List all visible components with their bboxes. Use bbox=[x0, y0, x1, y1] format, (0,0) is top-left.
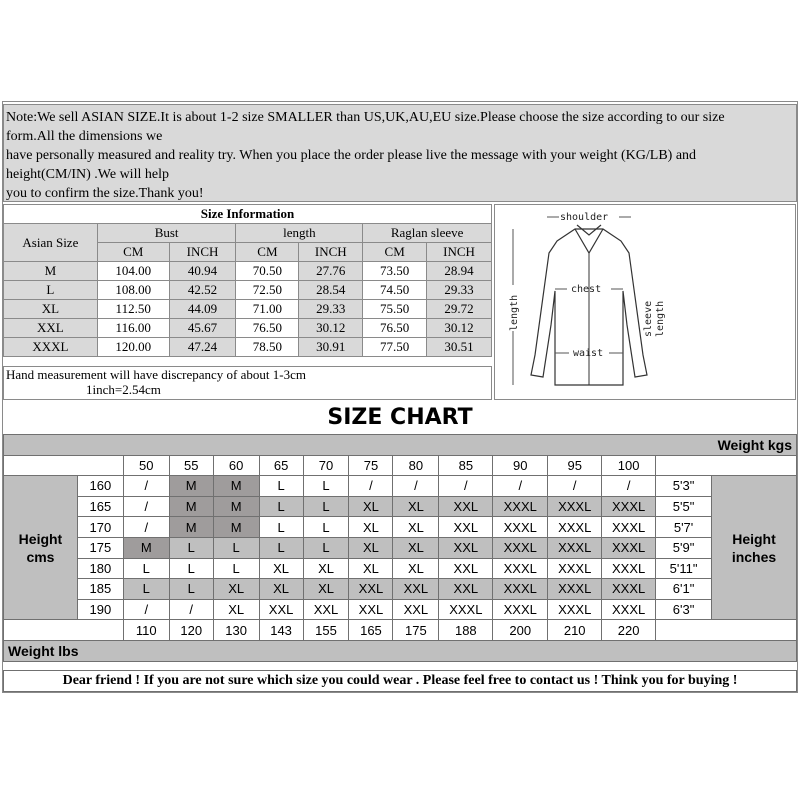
size-cell: L bbox=[169, 537, 213, 558]
size-cell: XXXL bbox=[548, 558, 602, 579]
size-cell: XXXL bbox=[602, 579, 656, 600]
height-cm-cell: 190 bbox=[77, 599, 123, 620]
measurement-cell: 70.50 bbox=[236, 262, 299, 281]
weight-lb-header: 120 bbox=[169, 620, 213, 641]
shirt-illustration bbox=[495, 205, 795, 399]
measurement-cell: 104.00 bbox=[97, 262, 169, 281]
size-cell: XXL bbox=[349, 579, 393, 600]
size-cell: XXXL bbox=[493, 579, 548, 600]
weight-lb-header: 188 bbox=[439, 620, 493, 641]
note-line: you to confirm the size.Thank you! bbox=[6, 186, 204, 201]
size-cell: XXXL bbox=[548, 537, 602, 558]
size-cell: XXXL bbox=[602, 558, 656, 579]
measurement-cell: 73.50 bbox=[363, 262, 427, 281]
size-chart-row bbox=[4, 558, 797, 579]
size-cell: L bbox=[259, 496, 303, 517]
size-cell: L bbox=[303, 537, 349, 558]
size-chart-title: SIZE CHART bbox=[327, 405, 473, 430]
unit-header: INCH bbox=[427, 243, 492, 262]
size-cell: L bbox=[259, 537, 303, 558]
size-info-title: Size Information bbox=[4, 205, 492, 224]
weight-lbs-band: Weight lbs bbox=[4, 640, 797, 661]
size-info-row bbox=[4, 281, 492, 300]
size-cell: L bbox=[213, 558, 259, 579]
measurement-cell: 78.50 bbox=[236, 338, 299, 357]
size-cell: XXXL bbox=[493, 537, 548, 558]
height-cm-cell: 160 bbox=[77, 476, 123, 497]
measurement-cell: 30.12 bbox=[427, 319, 492, 338]
height-cm-cell: 165 bbox=[77, 496, 123, 517]
size-cell: XXXL bbox=[493, 599, 548, 620]
weight-kg-header: 50 bbox=[123, 455, 169, 476]
weight-kg-header: 60 bbox=[213, 455, 259, 476]
height-inch-cell: 6'1" bbox=[656, 579, 712, 600]
measurement-cell: 30.51 bbox=[427, 338, 492, 357]
shirt-diagram bbox=[494, 204, 796, 400]
height-inch-cell: 5'3" bbox=[656, 476, 712, 497]
size-cell: / bbox=[123, 476, 169, 497]
chest-label: chest bbox=[571, 284, 602, 295]
measurement-cell: 74.50 bbox=[363, 281, 427, 300]
measurement-cell: 28.94 bbox=[427, 262, 492, 281]
bust-header: Bust bbox=[97, 224, 236, 243]
size-cell: M bbox=[169, 476, 213, 497]
size-cell: XXXL bbox=[439, 599, 493, 620]
weight-lb-header: 130 bbox=[213, 620, 259, 641]
blank-cell bbox=[656, 620, 797, 641]
unit-header: INCH bbox=[299, 243, 363, 262]
measurement-cell: 30.12 bbox=[299, 319, 363, 338]
size-info-row bbox=[4, 300, 492, 319]
size-cell: L bbox=[259, 476, 303, 497]
size-cell: XXL bbox=[439, 558, 493, 579]
height-label: Height bbox=[732, 530, 776, 547]
size-cell: XL bbox=[349, 517, 393, 538]
raglan-sleeve-header: Raglan sleeve bbox=[363, 224, 492, 243]
size-cell: L bbox=[169, 558, 213, 579]
size-cell: / bbox=[123, 517, 169, 538]
measurement-cell: 29.33 bbox=[299, 300, 363, 319]
size-cell: L bbox=[123, 558, 169, 579]
measurement-cell: 71.00 bbox=[236, 300, 299, 319]
measurement-cell: 28.54 bbox=[299, 281, 363, 300]
hand-note: Hand measurement will have discrepancy of about 1-3cm bbox=[6, 367, 306, 382]
blank-cell bbox=[4, 455, 124, 476]
weight-lb-header: 210 bbox=[548, 620, 602, 641]
unit-header: INCH bbox=[169, 243, 236, 262]
measurement-cell: 29.33 bbox=[427, 281, 492, 300]
size-cell: XL bbox=[349, 558, 393, 579]
size-cell: / bbox=[123, 599, 169, 620]
length-label: length bbox=[509, 294, 520, 331]
height-cms-label bbox=[4, 476, 78, 620]
size-cell: XL bbox=[393, 517, 439, 538]
weight-kg-header: 100 bbox=[602, 455, 656, 476]
height-cm-cell: 185 bbox=[77, 579, 123, 600]
size-information-table bbox=[3, 204, 492, 357]
measurement-cell: 75.50 bbox=[363, 300, 427, 319]
measurement-cell: 72.50 bbox=[236, 281, 299, 300]
weight-lb-header: 143 bbox=[259, 620, 303, 641]
weight-kg-header: 75 bbox=[349, 455, 393, 476]
size-cell: XXL bbox=[439, 537, 493, 558]
asian-size-cell: L bbox=[4, 281, 98, 300]
unit-header: CM bbox=[363, 243, 427, 262]
weight-kg-header: 90 bbox=[493, 455, 548, 476]
sleeve-label: sleeve bbox=[643, 300, 654, 337]
size-cell: XL bbox=[349, 537, 393, 558]
size-cell: XXL bbox=[439, 496, 493, 517]
measurement-cell: 76.50 bbox=[363, 319, 427, 338]
measurement-cell: 77.50 bbox=[363, 338, 427, 357]
size-cell: XXL bbox=[349, 599, 393, 620]
measurement-cell: 44.09 bbox=[169, 300, 236, 319]
size-cell: XL bbox=[259, 558, 303, 579]
size-cell: XXXL bbox=[602, 496, 656, 517]
size-cell: L bbox=[259, 517, 303, 538]
weight-lb-header: 110 bbox=[123, 620, 169, 641]
blank-cell bbox=[656, 455, 797, 476]
height-label: Height bbox=[18, 530, 63, 547]
weight-lb-header: 165 bbox=[349, 620, 393, 641]
height-cm-cell: 170 bbox=[77, 517, 123, 538]
size-cell: XL bbox=[393, 558, 439, 579]
measurement-cell: 40.94 bbox=[169, 262, 236, 281]
size-cell: XL bbox=[393, 496, 439, 517]
weight-lb-header: 200 bbox=[493, 620, 548, 641]
size-cell: / bbox=[123, 496, 169, 517]
size-cell: XL bbox=[259, 579, 303, 600]
note-line: form.All the dimensions we bbox=[6, 129, 163, 144]
measurement-cell: 42.52 bbox=[169, 281, 236, 300]
height-cm-cell: 180 bbox=[77, 558, 123, 579]
asian-size-cell: XXL bbox=[4, 319, 98, 338]
size-cell: / bbox=[169, 599, 213, 620]
blank-cell bbox=[4, 620, 124, 641]
size-cell: XXXL bbox=[548, 599, 602, 620]
weight-lb-header: 155 bbox=[303, 620, 349, 641]
weight-kg-header: 85 bbox=[439, 455, 493, 476]
size-cell: L bbox=[123, 579, 169, 600]
size-cell: L bbox=[303, 517, 349, 538]
size-cell: XL bbox=[349, 496, 393, 517]
cms-label: cms bbox=[26, 548, 55, 565]
size-cell: XL bbox=[213, 579, 259, 600]
size-cell: XXL bbox=[303, 599, 349, 620]
measurement-cell: 76.50 bbox=[236, 319, 299, 338]
inches-label: inches bbox=[731, 548, 777, 565]
weight-lb-header: 175 bbox=[393, 620, 439, 641]
size-cell: XXL bbox=[393, 599, 439, 620]
size-cell: XXXL bbox=[548, 496, 602, 517]
measurement-cell: 47.24 bbox=[169, 338, 236, 357]
waist-label: waist bbox=[573, 348, 604, 359]
height-inch-cell: 5'5" bbox=[656, 496, 712, 517]
weight-kg-header: 80 bbox=[393, 455, 439, 476]
height-inch-cell: 5'11" bbox=[656, 558, 712, 579]
size-cell: / bbox=[602, 476, 656, 497]
measurement-cell: 27.76 bbox=[299, 262, 363, 281]
size-info-row bbox=[4, 338, 492, 357]
height-inch-cell: 5'9" bbox=[656, 537, 712, 558]
size-info-row bbox=[4, 262, 492, 281]
size-cell: XXL bbox=[439, 579, 493, 600]
size-cell: XL bbox=[213, 599, 259, 620]
size-cell: L bbox=[169, 579, 213, 600]
measurement-cell: 45.67 bbox=[169, 319, 236, 338]
size-cell: XL bbox=[393, 537, 439, 558]
size-cell: / bbox=[393, 476, 439, 497]
asian-size-header: Asian Size bbox=[4, 224, 98, 262]
size-cell: XXL bbox=[393, 579, 439, 600]
size-cell: / bbox=[349, 476, 393, 497]
asian-size-cell: XL bbox=[4, 300, 98, 319]
height-inches-label bbox=[712, 476, 797, 620]
size-cell: M bbox=[169, 496, 213, 517]
size-cell: XXXL bbox=[602, 517, 656, 538]
length-header: length bbox=[236, 224, 363, 243]
note-line: height(CM/IN) .We will help bbox=[6, 167, 169, 182]
size-cell: / bbox=[439, 476, 493, 497]
unit-header: CM bbox=[97, 243, 169, 262]
weight-kg-header: 65 bbox=[259, 455, 303, 476]
weight-kgs-band: Weight kgs bbox=[4, 435, 797, 456]
size-chart-row bbox=[4, 496, 797, 517]
size-cell: L bbox=[213, 537, 259, 558]
measurement-cell: 29.72 bbox=[427, 300, 492, 319]
size-cell: L bbox=[303, 496, 349, 517]
size-cell: M bbox=[213, 476, 259, 497]
size-cell: M bbox=[213, 517, 259, 538]
size-cell: XXL bbox=[259, 599, 303, 620]
size-cell: XXXL bbox=[493, 558, 548, 579]
size-chart-row bbox=[4, 537, 797, 558]
measurement-cell: 30.91 bbox=[299, 338, 363, 357]
weight-lb-header: 220 bbox=[602, 620, 656, 641]
size-info-row bbox=[4, 319, 492, 338]
measurement-cell: 108.00 bbox=[97, 281, 169, 300]
asian-size-cell: XXXL bbox=[4, 338, 98, 357]
size-cell: XXXL bbox=[548, 517, 602, 538]
size-cell: XXXL bbox=[602, 599, 656, 620]
size-cell: / bbox=[548, 476, 602, 497]
measurement-cell: 112.50 bbox=[97, 300, 169, 319]
size-cell: M bbox=[123, 537, 169, 558]
size-cell: XXXL bbox=[602, 537, 656, 558]
size-cell: XXXL bbox=[493, 517, 548, 538]
size-cell: XL bbox=[303, 579, 349, 600]
asian-size-cell: M bbox=[4, 262, 98, 281]
size-note bbox=[3, 104, 797, 202]
size-cell: XL bbox=[303, 558, 349, 579]
weight-kg-header: 95 bbox=[548, 455, 602, 476]
measurement-note bbox=[3, 366, 492, 400]
unit-header: CM bbox=[236, 243, 299, 262]
measurement-cell: 120.00 bbox=[97, 338, 169, 357]
size-chart-row bbox=[4, 599, 797, 620]
inch-note: 1inch=2.54cm bbox=[86, 382, 161, 397]
weight-kg-header: 70 bbox=[303, 455, 349, 476]
note-line: Note:We sell ASIAN SIZE.It is about 1-2 size SMALLER than US,UK,AU,EU size.Please choose the size according to our size bbox=[6, 110, 725, 125]
size-cell: M bbox=[213, 496, 259, 517]
size-cell: XXL bbox=[439, 517, 493, 538]
measurement-cell: 116.00 bbox=[97, 319, 169, 338]
size-cell: XXXL bbox=[493, 496, 548, 517]
size-chart-row bbox=[4, 476, 797, 497]
size-cell: M bbox=[169, 517, 213, 538]
size-cell: L bbox=[303, 476, 349, 497]
shoulder-label: shoulder bbox=[560, 212, 609, 223]
size-chart-table bbox=[3, 434, 797, 662]
height-inch-cell: 6'3" bbox=[656, 599, 712, 620]
size-cell: XXXL bbox=[548, 579, 602, 600]
height-inch-cell: 5'7' bbox=[656, 517, 712, 538]
footer-message: Dear friend ! If you are not sure which size you could wear . Please feel free to contact us ! Think you for buying ! bbox=[3, 670, 797, 692]
weight-kg-header: 55 bbox=[169, 455, 213, 476]
height-cm-cell: 175 bbox=[77, 537, 123, 558]
size-chart-row bbox=[4, 579, 797, 600]
size-chart-row bbox=[4, 517, 797, 538]
sleeve-length-label: length bbox=[655, 300, 666, 337]
size-cell: / bbox=[493, 476, 548, 497]
note-line: have personally measured and reality try. When you place the order please live the message with your weight (KG/LB) and bbox=[6, 148, 697, 163]
